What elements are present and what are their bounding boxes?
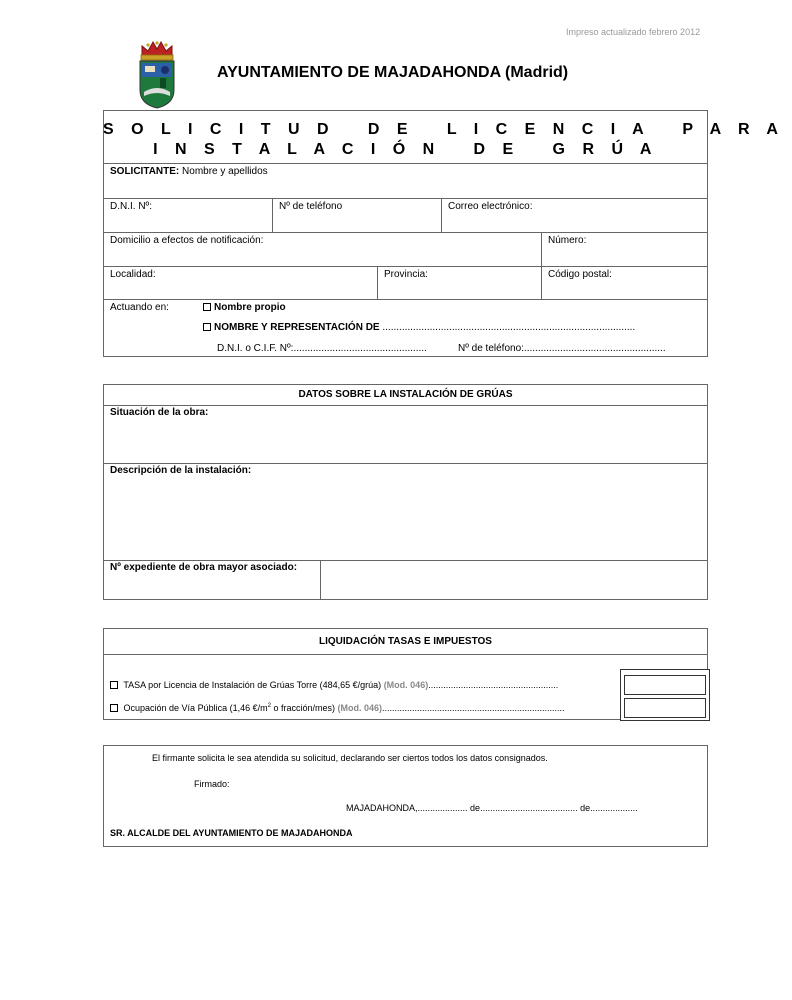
representation-dots: ...........................................................................................: [382, 322, 636, 333]
day-dots: ....................: [417, 803, 468, 813]
tax-crane-dots: ....................................................: [428, 680, 559, 690]
addressee: SR. ALCALDE DEL AYUNTAMIENTO DE MAJADAHONDA: [110, 828, 353, 838]
province-field[interactable]: Provincia:: [384, 269, 428, 280]
phone-field[interactable]: Nº de teléfono: [279, 201, 343, 212]
taxes-header: LIQUIDACIÓN TASAS E IMPUESTOS: [319, 636, 492, 647]
organization-title: AYUNTAMIENTO DE MAJADAHONDA (Madrid): [217, 64, 569, 81]
site-field[interactable]: Situación de la obra:: [110, 407, 209, 418]
own-name-checkbox[interactable]: [203, 303, 211, 311]
tax-road-dots: .........................................................................: [382, 703, 565, 713]
de-2: de: [580, 803, 591, 813]
tax-crane-license[interactable]: [110, 680, 558, 690]
tax-road-mod: (Mod. 046): [337, 703, 383, 713]
name-label: Nombre y apellidos: [182, 166, 268, 177]
rep-phone-field[interactable]: [458, 343, 666, 354]
declaration-text: El firmante solicita le sea atendida su solicitud, declarando ser ciertos todos los datos consignados.: [152, 753, 548, 763]
email-field[interactable]: Correo electrónico:: [448, 201, 533, 212]
year-dots: ...................: [590, 803, 638, 813]
representation-checkbox[interactable]: [203, 323, 211, 331]
tax-crane-text: TASA por Licencia de Instalación de Grúas Torre (484,65 €/grúa): [123, 680, 382, 690]
own-name-option[interactable]: [203, 302, 286, 313]
tax-road-superscript: 2: [267, 703, 271, 709]
installation-header: DATOS SOBRE LA INSTALACIÓN DE GRÚAS: [298, 389, 513, 400]
coat-of-arms-icon: [136, 38, 178, 110]
dni-cif-dots: ................................................: [293, 343, 427, 354]
print-date-note: Impreso actualizado febrero 2012: [566, 27, 701, 37]
rep-phone-dots: ...................................................: [523, 343, 666, 354]
dni-cif-field[interactable]: [217, 343, 427, 354]
applicant-name-field[interactable]: [110, 166, 268, 177]
city-field[interactable]: Localidad:: [110, 269, 156, 280]
amount-crane-input[interactable]: [624, 675, 706, 695]
form-title-line1: S O L I C I T U D D E L I C E N C I A P A R A: [103, 121, 785, 138]
own-name-label: Nombre propio: [214, 302, 286, 313]
tax-road-checkbox[interactable]: [110, 704, 118, 712]
acting-label: Actuando en:: [110, 302, 169, 313]
postal-code-field[interactable]: Código postal:: [548, 269, 612, 280]
tax-crane-mod: (Mod. 046): [383, 680, 429, 690]
number-field[interactable]: Número:: [548, 235, 587, 246]
file-number-input[interactable]: [322, 562, 706, 598]
file-number-label: Nº expediente de obra mayor asociado:: [110, 562, 298, 573]
signed-field[interactable]: Firmado:: [194, 779, 230, 789]
tax-public-road[interactable]: [110, 703, 565, 713]
tax-road-text-a: Ocupación de Vía Pública (1,46 €/m: [123, 703, 268, 713]
dni-cif-label: D.N.I. o C.I.F. Nº:: [217, 343, 294, 354]
month-dots: .......................................: [480, 803, 578, 813]
tax-crane-checkbox[interactable]: [110, 681, 118, 689]
dni-field[interactable]: D.N.I. Nº:: [110, 201, 152, 212]
applicant-label: SOLICITANTE:: [110, 166, 180, 177]
description-field[interactable]: Descripción de la instalación:: [110, 465, 252, 476]
form-title-line2: I N S T A L A C I Ó N D E G R Ú A: [153, 141, 658, 158]
rep-phone-label: Nº de teléfono:: [458, 343, 524, 354]
representation-label: NOMBRE Y REPRESENTACIÓN DE: [214, 322, 380, 333]
de-1: de: [470, 803, 481, 813]
address-field[interactable]: Domicilio a efectos de notificación:: [110, 235, 264, 246]
amount-road-input[interactable]: [624, 698, 706, 718]
tax-road-text-b: o fracción/mes): [270, 703, 335, 713]
representation-option[interactable]: [203, 322, 635, 333]
place-date-field[interactable]: [346, 803, 638, 813]
place-name: MAJADAHONDA,: [346, 803, 418, 813]
